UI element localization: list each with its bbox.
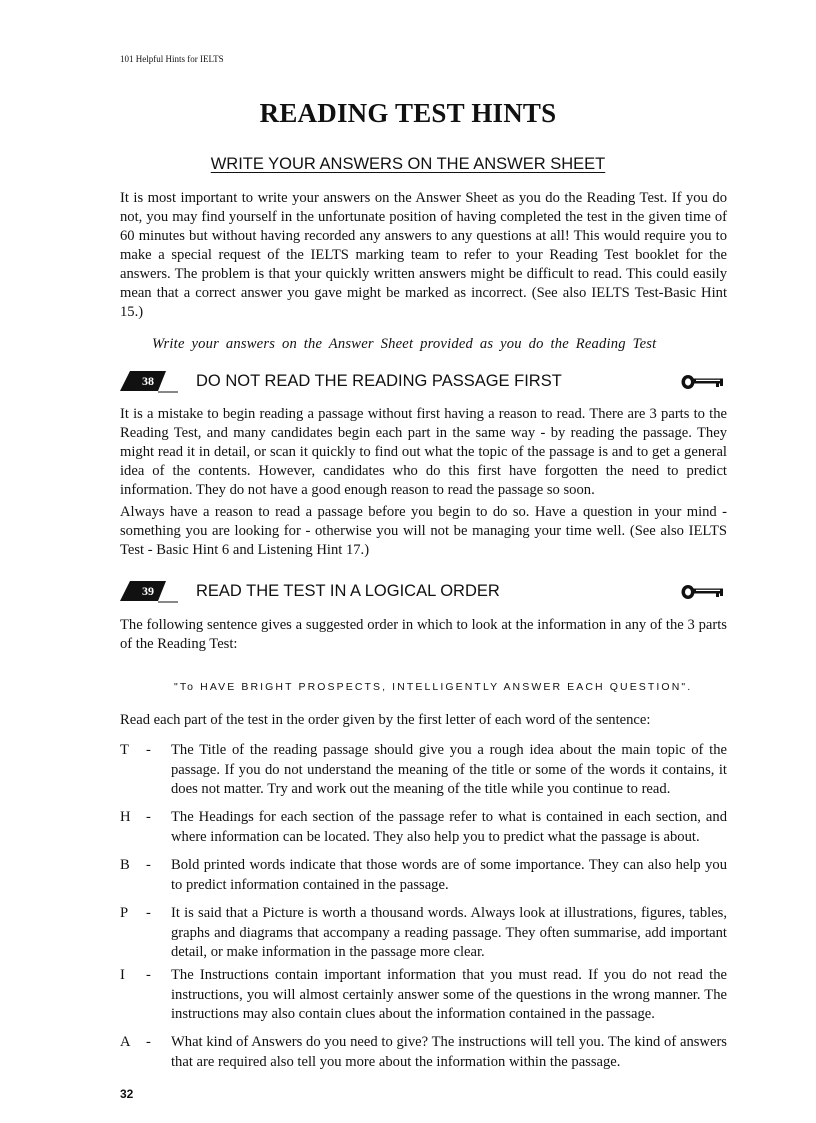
hint-title: DO NOT READ THE READING PASSAGE FIRST — [196, 372, 562, 390]
item-dash: - — [146, 809, 151, 825]
running-head: 101 Helpful Hints for IELTS — [120, 54, 224, 64]
list-item-b — [120, 856, 727, 895]
list-item-i — [120, 966, 727, 1025]
key-icon — [680, 373, 726, 391]
section-paragraph: It is most important to write your answers on the Answer Sheet as you do the Reading Test. If you do not, you may find yourself in the unfortunate position of having completed the test in the given time of 60 minutes but without having recorded any answers to any questions at all! This would require you to make a special request of the IELTS marking team to refer to your Reading Test booklet for the answers. The problem is that your quickly written answers might be difficult to read. This could easily mean that a correct answer you gave might be marked as incorrect. (See also IELTS Test-Basic Hint 15.) — [120, 190, 727, 320]
hint-number: 39 — [142, 584, 154, 598]
item-text: What kind of Answers do you need to give? The instructions will tell you. The kind of answers that are required also tell you more about the information within the passage. — [171, 1034, 727, 1070]
list-item-a — [120, 1033, 727, 1072]
hint-number-badge — [120, 581, 178, 601]
page-title: READING TEST HINTS — [259, 98, 557, 128]
item-dash: - — [146, 742, 151, 758]
item-text: It is said that a Picture is worth a thousand words. Always look at illustrations, figures, tables, graphs and diagrams that accompany a reading passage. They often summarise, add important detail, or make information in the passage more clear. — [171, 905, 727, 960]
item-text: The Headings for each section of the passage refer to what is contained in each section, and where information can be located. They also help you to predict what the passage is about. — [171, 809, 727, 845]
hint-38-header — [120, 369, 730, 395]
item-letter: I — [120, 967, 125, 983]
key-icon — [680, 583, 726, 601]
item-dash: - — [146, 857, 151, 873]
hint-39-header — [120, 579, 730, 605]
item-text: The Title of the reading passage should give you a rough idea about the main topic of the passage. If you do not understand the meaning of the title or some of the words it contains, it does not matter. Try and work out the meaning of the title while you continue to read. — [171, 742, 727, 797]
hint-39-lead: Read each part of the test in the order given by the first letter of each word of the sentence: — [120, 712, 651, 728]
section-heading: WRITE YOUR ANSWERS ON THE ANSWER SHEET — [210, 155, 606, 173]
item-letter: H — [120, 809, 131, 825]
hint-number-badge — [120, 371, 178, 391]
mnemonic-quote: "To HAVE BRIGHT PROSPECTS, INTELLIGENTLY ANSWER EACH QUESTION". — [174, 681, 693, 693]
hint-38-paragraph-2: Always have a reason to read a passage before you begin to do so. Have a question in your mind - something you are looking for - otherwise you will not be managing your time well. (See also IELTS Test - Basic Hint 6 and Listening Hint 17.) — [120, 504, 727, 558]
item-text: The Instructions contain important information that you must read. If you do not read the instructions, you will almost certainly answer some of the questions in the wrong manner. The instructions may also contain clues about the information contained in the passage. — [171, 967, 727, 1022]
list-item-h — [120, 808, 727, 847]
item-dash: - — [146, 967, 151, 983]
emphasis-line: Write your answers on the Answer Sheet provided as you do the Reading Test — [152, 336, 657, 352]
item-dash: - — [146, 905, 151, 921]
hint-38-paragraph-1: It is a mistake to begin reading a passage without first having a reason to read. There are 3 parts to the Reading Test, and many candidates begin each part in the same way - by reading the passage. They might read it in detail, or scan it quickly to find out what the topic of the passage is and to get a general idea of the contents. However, candidates who do this first have forgotten the need to predict information. They do not have a good enough reason to read the passage so soon. — [120, 406, 727, 498]
hint-title: READ THE TEST IN A LOGICAL ORDER — [196, 582, 500, 600]
item-text: Bold printed words indicate that those words are of some importance. They can also help you to predict information contained in the passage. — [171, 857, 727, 893]
page-number: 32 — [120, 1087, 134, 1101]
list-item-t — [120, 741, 727, 800]
hint-39-intro: The following sentence gives a suggested order in which to look at the information in any of the 3 parts of the Reading Test: — [120, 617, 727, 652]
item-dash: - — [146, 1034, 151, 1050]
item-letter: P — [120, 905, 129, 921]
item-letter: A — [120, 1034, 131, 1050]
item-letter: B — [120, 857, 130, 873]
list-item-p — [120, 904, 727, 963]
item-letter: T — [120, 742, 129, 758]
hint-number: 38 — [142, 374, 154, 388]
